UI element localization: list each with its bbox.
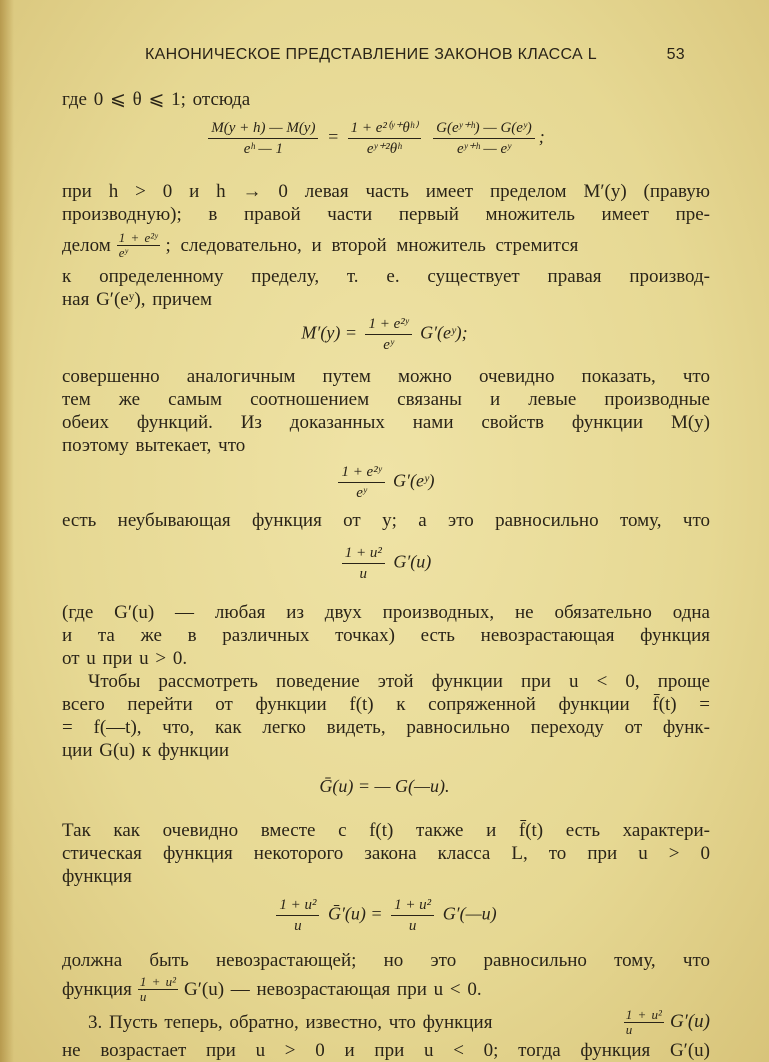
- text-line: стическая функция некоторого закона класса L, то при u > 0: [62, 843, 710, 864]
- text-line: функция: [62, 866, 132, 887]
- denominator: eʰ — 1: [243, 141, 283, 157]
- text-line: производную); в правой части первый множитель имеет пре-: [62, 204, 710, 225]
- semicolon: ;: [538, 126, 545, 147]
- header-title: КАНОНИЧЕСКОЕ ПРЕДСТАВЛЕНИЕ ЗАКОНОВ КЛАССА L: [145, 46, 597, 63]
- equation-4: [0, 543, 769, 584]
- denominator: eʸ: [356, 485, 367, 501]
- text-line: обеих функций. Из доказанных нами свойств функции M(y): [62, 412, 710, 433]
- text-line: ции G(u) к функции: [62, 740, 230, 761]
- equation-1: [0, 118, 759, 159]
- text-line: (где G′(u) — любая из двух производных, не обязательно одна: [62, 602, 710, 623]
- rhs: G′(eʸ): [393, 470, 435, 491]
- numerator: 1 + e²ʸ: [118, 230, 158, 245]
- denominator: u: [139, 989, 147, 1004]
- page-number: 53: [666, 46, 685, 63]
- text-line: [62, 231, 710, 260]
- text: G′(u): [669, 1010, 710, 1032]
- text: 3. Пусть теперь, обратно, известно, что функция: [88, 1011, 493, 1033]
- equation-6: [0, 895, 769, 936]
- denominator: u: [359, 566, 368, 582]
- equation-3: [0, 462, 769, 503]
- denominator: eʸ⁺²θʰ: [366, 141, 402, 157]
- rhs: G′(eʸ);: [420, 322, 468, 343]
- text-line: [62, 975, 710, 1004]
- equation-2: [0, 314, 769, 355]
- rhs: G′(u): [393, 551, 432, 572]
- equals: =: [326, 126, 340, 147]
- text-line: должна быть невозрастающей; но это равносильно тому, что: [62, 950, 710, 971]
- numerator: 1 + e²⁽ʸ⁺θʰ⁾: [348, 118, 421, 139]
- text-line: есть неубывающая функция от y; а это равносильно тому, что: [62, 510, 710, 531]
- text: функция: [62, 978, 132, 1000]
- numerator: 1 + u²: [625, 1007, 662, 1022]
- denominator: eʸ: [118, 245, 128, 260]
- numerator: 1 + u²: [276, 895, 319, 916]
- text-line: поэтому вытекает, что: [62, 435, 246, 456]
- denominator: u: [294, 918, 302, 934]
- numerator: 1 + e²ʸ: [338, 462, 384, 483]
- mid: Ḡ′(u) =: [327, 903, 383, 924]
- denominator: eʸ⁺ʰ — eʸ: [456, 141, 511, 157]
- denominator: u: [408, 918, 417, 934]
- numerator: 1 + u²: [342, 543, 385, 564]
- fraction: [624, 1008, 664, 1037]
- text-line: всего перейти от функции f(t) к сопряженной функции f̄(t) =: [62, 694, 710, 715]
- text: G′(u) — невозрастающая при u < 0.: [183, 978, 482, 1000]
- fraction: [138, 975, 178, 1004]
- numerator: 1 + u²: [139, 974, 176, 989]
- text-line: Чтобы рассмотреть поведение этой функции при u < 0, проще: [88, 671, 710, 692]
- text: делом: [62, 234, 111, 256]
- numerator: G(eʸ⁺ʰ) — G(eʸ): [433, 118, 535, 139]
- numerator: 1 + e²ʸ: [365, 314, 411, 335]
- lhs: M′(y) =: [301, 322, 357, 343]
- running-header: [145, 46, 685, 64]
- text-line: и та же в различных точках) есть невозрастающая функция: [62, 625, 710, 646]
- text-line: к определенному пределу, т. е. существует правая производ-: [62, 266, 710, 287]
- denominator: eʸ: [383, 337, 394, 353]
- text-line: тем же самым соотношением связаны и левые производные: [62, 389, 710, 410]
- rhs: G′(—u): [442, 903, 497, 924]
- text: ; следовательно, и второй множитель стремится: [165, 234, 579, 256]
- denominator: u: [625, 1022, 633, 1037]
- text-line: = f(—t), что, как легко видеть, равносильно переходу от функ-: [62, 717, 710, 738]
- text-line: ная G′(eʸ), причем: [62, 289, 213, 310]
- equation-5: Ḡ(u) = — G(—u).: [319, 776, 450, 796]
- text-line: при h > 0 и h → 0 левая часть имеет пределом M′(y) (правую: [62, 181, 710, 202]
- text-line: [88, 1008, 710, 1037]
- numerator: 1 + u²: [391, 895, 434, 916]
- text-line: совершенно аналогичным путем можно очевидно показать, что: [62, 366, 710, 387]
- text-line: не возрастает при u > 0 и при u < 0; тогда функция G′(u): [62, 1040, 710, 1061]
- fraction: [117, 231, 160, 260]
- text-line: Так как очевидно вместе с f(t) также и f̄(t) есть характери-: [62, 820, 710, 841]
- numerator: M(y + h) — M(y): [208, 118, 318, 139]
- text-line: от u при u > 0.: [62, 648, 188, 669]
- text-line: где 0 ⩽ θ ⩽ 1; отсюда: [62, 89, 251, 110]
